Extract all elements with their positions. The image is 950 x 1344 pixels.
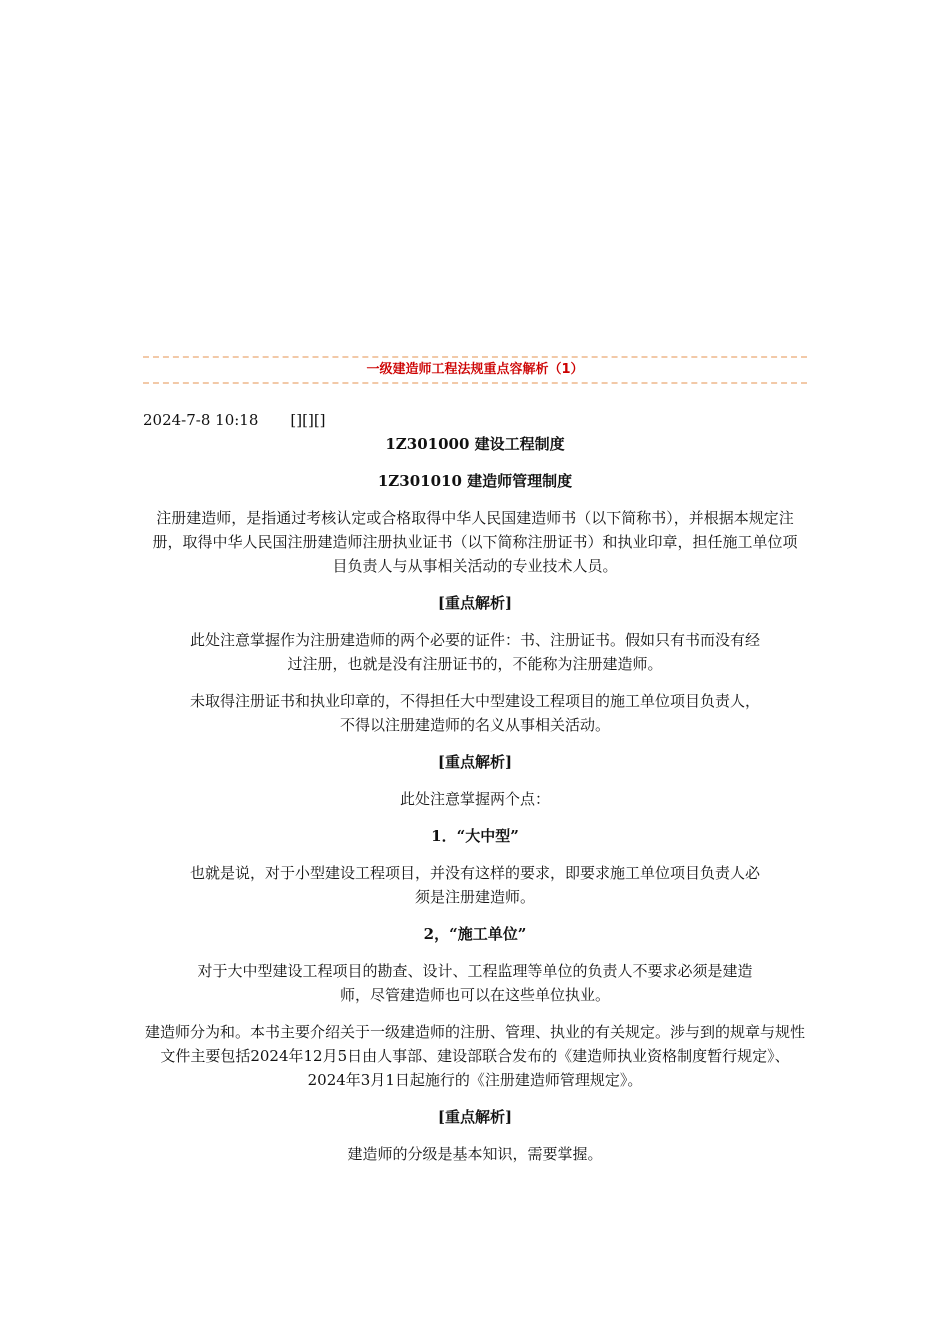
paragraph-registered-constructor [143,506,807,578]
header-rule-top [143,356,807,358]
analysis-label: [重点解析] [437,1108,513,1126]
paragraph-levels-basic: 建造师的分级是基本知识，需要掌握。 [347,1145,603,1163]
paragraph-text: 也就是说，对于小型建设工程项目，并没有这样的要求，即要求施工单位项目负责人必须是注册建造师。 [189,864,760,906]
analysis-label: [重点解析] [437,753,513,771]
document-meta [143,408,503,432]
document-body [143,408,807,1166]
chapter-heading: 1Z301000 建设工程制度 [385,435,565,453]
header-rule-bottom [143,382,807,384]
paragraph-other-units [143,959,807,1007]
paragraph-text: 建造师分为和。本书主要介绍关于一级建造师的注册、管理、执业的有关规定。涉与到的规章与规性文件主要包括2024年12月5日由人事部、建设部联合发布的《建造师执业资格制度暂行规定》、2024年3月1日起施行的《注册建造师管理规定》。 [144,1023,805,1089]
meta-tail: [][][] [290,411,326,429]
paragraph-text: 未取得注册证书和执业印章的，不得担任大中型建设工程项目的施工单位项目负责人，不得以注册建造师的名义从事相关活动。 [189,692,760,734]
point-heading-construction-unit: 2，“施工单位” [423,925,527,943]
point-heading-large-medium: 1．“大中型” [431,827,519,845]
document-title: 一级建造师工程法规重点容解析（1） [366,362,584,377]
paragraph-small-projects [143,861,807,909]
paragraph-two-points: 此处注意掌握两个点： [399,790,550,808]
paragraph-text: 注册建造师，是指通过考核认定或合格取得中华人民国建造师书（以下简称书），并根据本规定注册，取得中华人民国注册建造师注册执业证书（以下简称注册证书）和执业印章，担任施工单位项目负责人与从事相关活动的专业技术人员。 [152,509,798,575]
paragraph-text: 对于大中型建设工程项目的勘查、设计、工程监理等单位的负责人不要求必须是建造师，尽管建造师也可以在这些单位执业。 [197,962,753,1004]
paragraph-no-certificate [143,689,807,737]
analysis-label: [重点解析] [437,594,513,612]
paragraph-text: 此处注意掌握作为注册建造师的两个必要的证件：书、注册证书。假如只有书而没有经过注册，也就是没有注册证书的，不能称为注册建造师。 [189,631,760,673]
paragraph-constructor-levels [143,1020,807,1092]
publish-date: 2024-7-8 10:18 [143,411,259,429]
paragraph-required-certificates [143,628,807,676]
section-heading: 1Z301010 建造师管理制度 [377,472,573,490]
